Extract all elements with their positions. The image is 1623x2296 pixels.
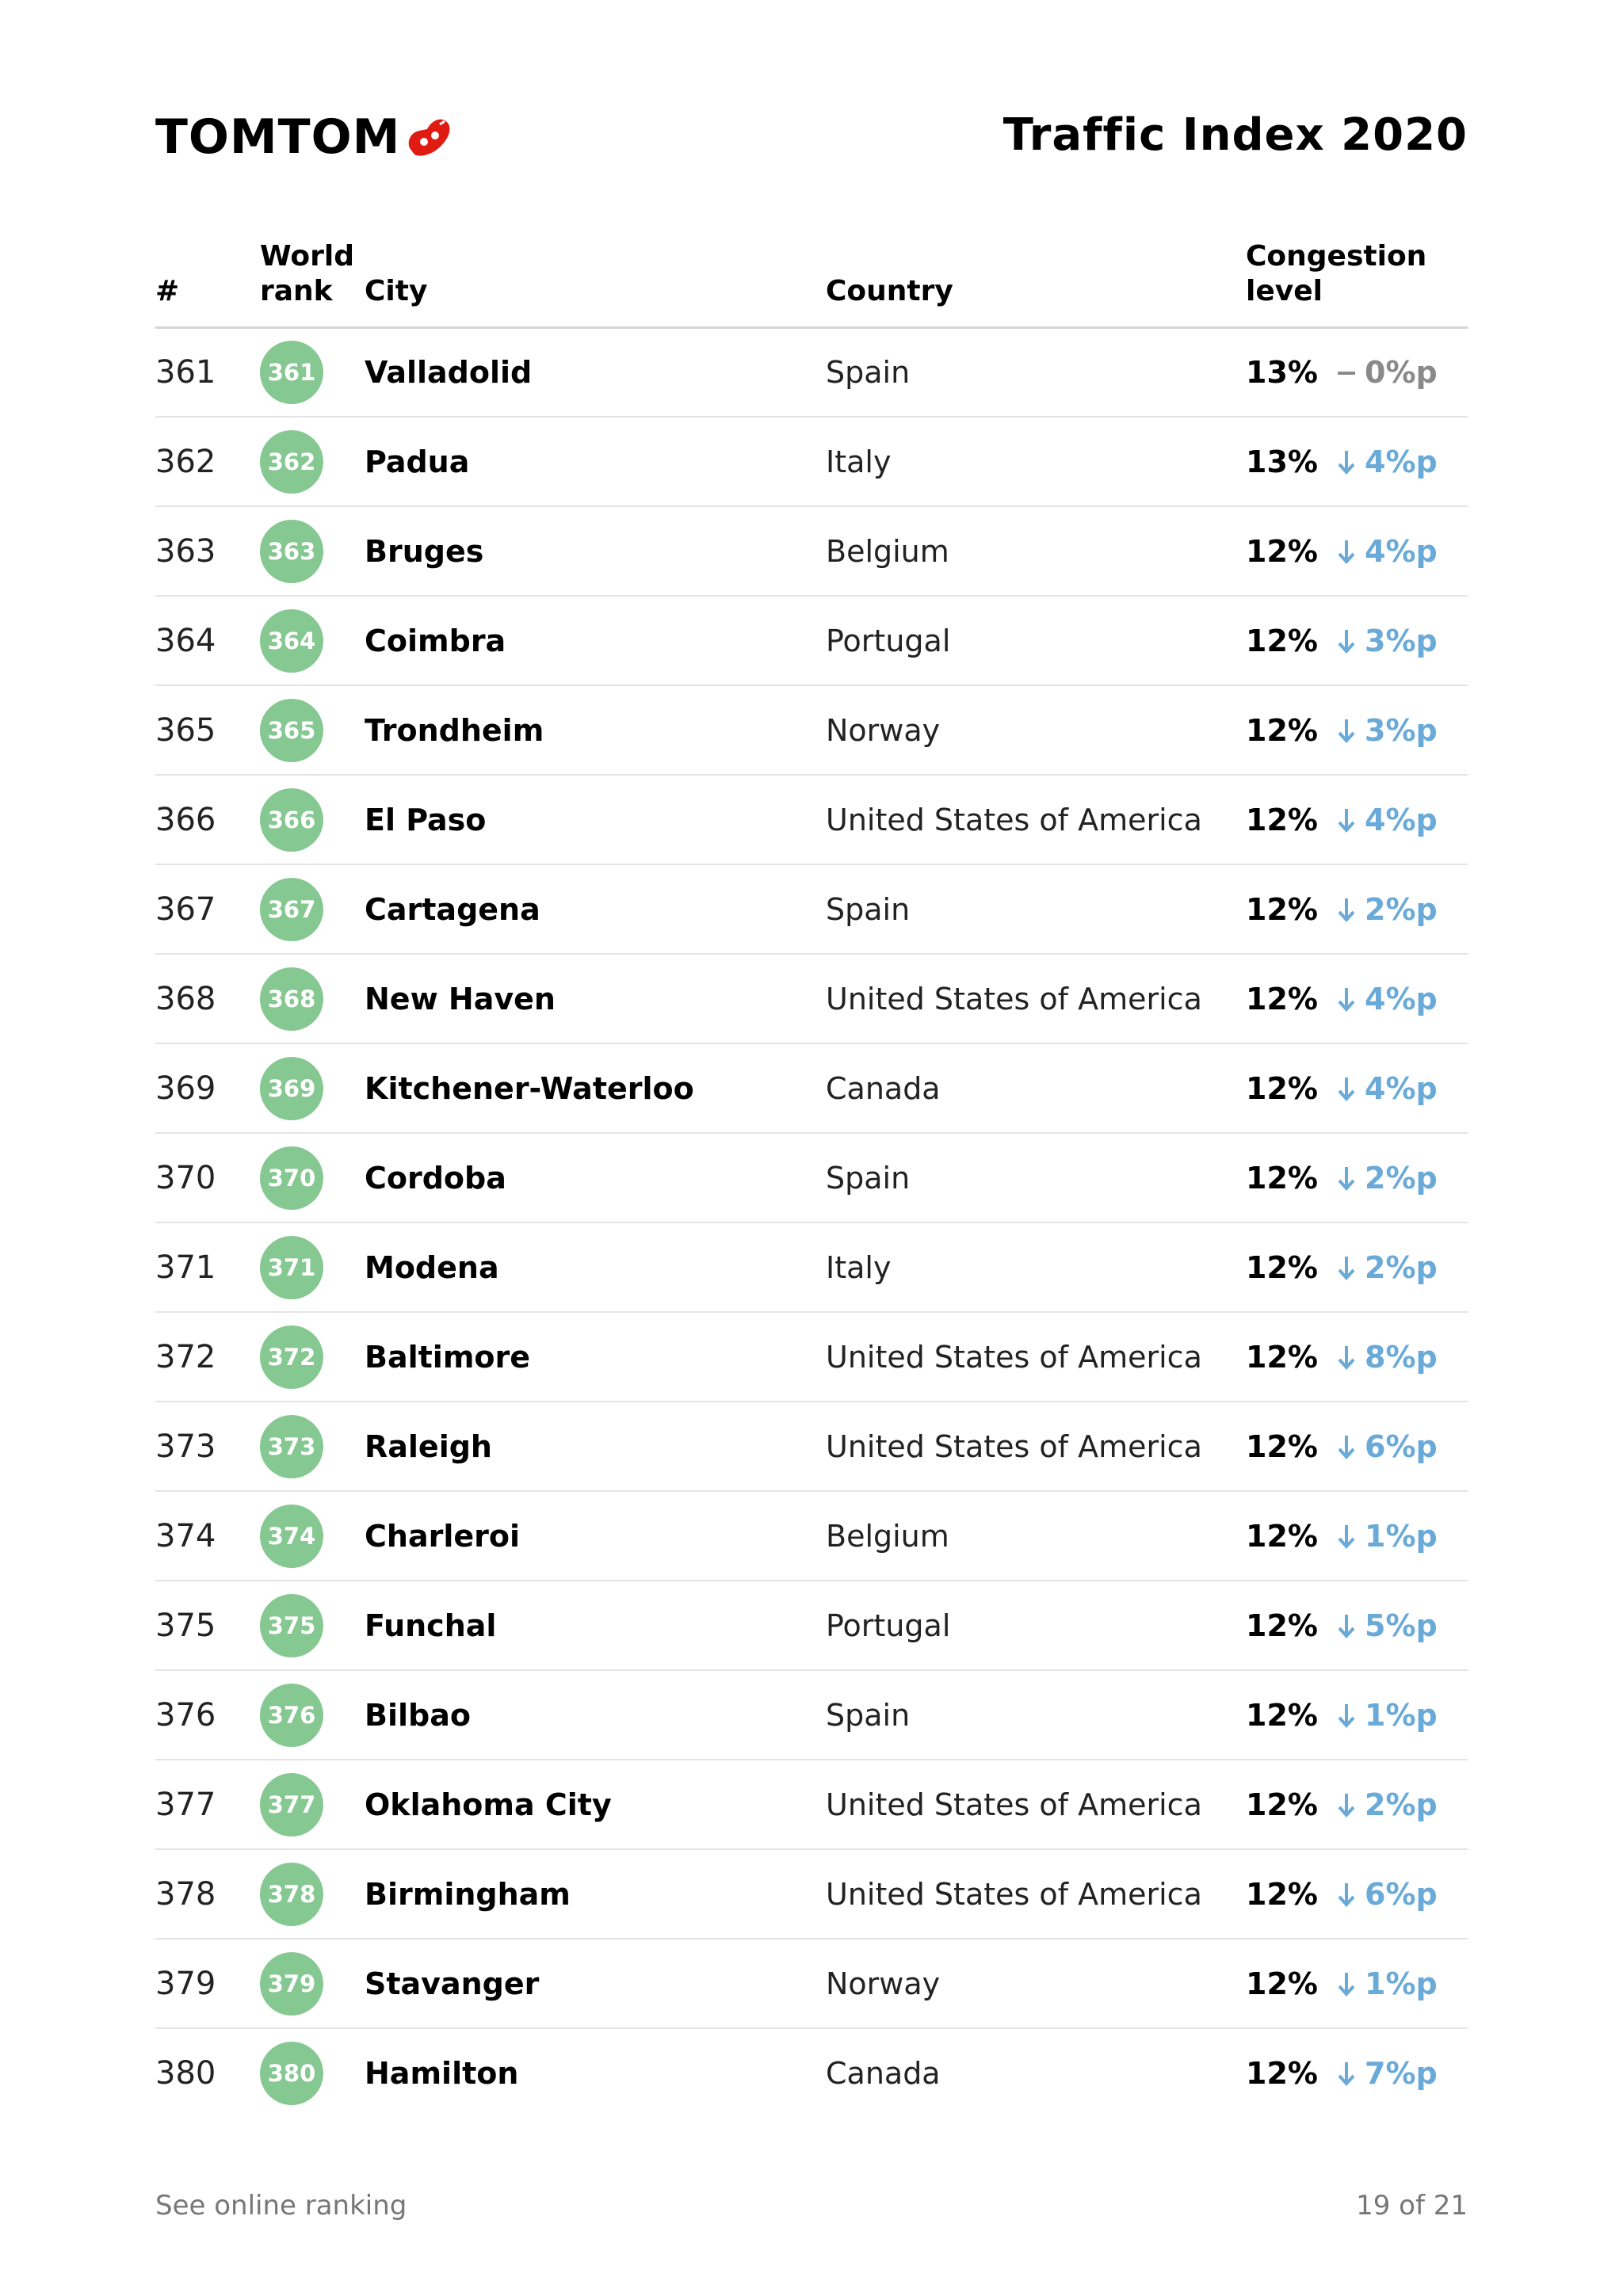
congestion-change-value: 4%p xyxy=(1365,981,1438,1016)
logo-wordmark: TOMTOM xyxy=(155,109,401,165)
city-name: Oklahoma City xyxy=(365,1787,612,1822)
congestion-change xyxy=(1335,1313,1438,1401)
congestion-change xyxy=(1335,1760,1438,1848)
city-name: Bruges xyxy=(365,533,484,569)
congestion-change-value: 4%p xyxy=(1365,444,1438,479)
congestion-change-value: 2%p xyxy=(1365,891,1438,927)
world-rank-value: 375 xyxy=(260,1594,323,1657)
congestion-change xyxy=(1335,1939,1438,2027)
table-row xyxy=(155,418,1468,507)
country-name: Italy xyxy=(826,444,892,479)
country-name: Canada xyxy=(826,1070,941,1106)
congestion-level: 13% xyxy=(1246,354,1318,390)
arrow-down-icon xyxy=(1335,1968,1358,2000)
world-rank-value: 364 xyxy=(260,609,323,673)
country-name: United States of America xyxy=(826,981,1202,1016)
table-row xyxy=(155,1939,1468,2029)
congestion-change xyxy=(1335,776,1438,864)
row-index: 364 xyxy=(155,622,216,659)
table-row xyxy=(155,597,1468,686)
table-row xyxy=(155,1134,1468,1223)
arrow-down-icon xyxy=(1335,1073,1358,1104)
arrow-down-icon xyxy=(1335,1162,1358,1194)
arrow-down-icon xyxy=(1335,983,1358,1015)
country-name: Spain xyxy=(826,354,911,390)
world-rank-badge xyxy=(260,2029,323,2117)
row-index: 370 xyxy=(155,1159,216,1196)
row-index: 379 xyxy=(155,1965,216,2002)
row-index: 374 xyxy=(155,1517,216,1554)
country-name: United States of America xyxy=(826,1428,1202,1464)
country-name: United States of America xyxy=(826,802,1202,837)
column-header-world-rank-line2: rank xyxy=(260,275,333,307)
table-row xyxy=(155,1850,1468,1939)
congestion-level: 12% xyxy=(1246,1518,1318,1554)
table-header xyxy=(155,238,1468,329)
arrow-down-icon xyxy=(1335,1610,1358,1642)
city-name: Kitchener-Waterloo xyxy=(365,1070,694,1106)
table-row xyxy=(155,955,1468,1044)
congestion-change xyxy=(1335,597,1438,685)
world-rank-value: 376 xyxy=(260,1684,323,1747)
congestion-level: 12% xyxy=(1246,1966,1318,2001)
world-rank-value: 370 xyxy=(260,1146,323,1210)
congestion-level: 12% xyxy=(1246,1339,1318,1375)
congestion-change-value: 2%p xyxy=(1365,1160,1438,1196)
world-rank-badge xyxy=(260,328,323,416)
congestion-level: 12% xyxy=(1246,1428,1318,1464)
row-index: 365 xyxy=(155,711,216,749)
world-rank-badge xyxy=(260,1939,323,2027)
row-index: 375 xyxy=(155,1607,216,1644)
congestion-level: 12% xyxy=(1246,623,1318,658)
congestion-change xyxy=(1335,1134,1438,1222)
city-name: Hamilton xyxy=(365,2055,519,2091)
row-index: 371 xyxy=(155,1249,216,1286)
congestion-level: 12% xyxy=(1246,1070,1318,1106)
city-name: Modena xyxy=(365,1249,499,1285)
congestion-change-value: 1%p xyxy=(1365,1697,1438,1733)
city-name: Charleroi xyxy=(365,1518,520,1554)
country-name: Norway xyxy=(826,1966,941,2001)
table-row xyxy=(155,1223,1468,1313)
arrow-down-icon xyxy=(1335,1699,1358,1731)
arrow-down-icon xyxy=(1335,536,1358,567)
table-row xyxy=(155,1044,1468,1134)
dash-icon xyxy=(1335,357,1358,388)
congestion-level: 12% xyxy=(1246,981,1318,1016)
city-name: Cordoba xyxy=(365,1160,506,1196)
world-rank-badge xyxy=(260,1581,323,1669)
row-index: 366 xyxy=(155,801,216,838)
column-header-city: City xyxy=(365,275,428,307)
column-header-index: # xyxy=(155,275,180,307)
city-name: Trondheim xyxy=(365,712,544,748)
congestion-level: 12% xyxy=(1246,1787,1318,1822)
report-title: Traffic Index 2020 xyxy=(1002,109,1468,161)
congestion-change xyxy=(1335,507,1438,595)
world-rank-value: 366 xyxy=(260,788,323,852)
table-row xyxy=(155,328,1468,418)
world-rank-badge xyxy=(260,1671,323,1759)
arrow-down-icon xyxy=(1335,804,1358,836)
country-name: Portugal xyxy=(826,623,951,658)
city-name: Coimbra xyxy=(365,623,506,658)
row-index: 363 xyxy=(155,532,216,570)
world-rank-badge xyxy=(260,1044,323,1132)
arrow-down-icon xyxy=(1335,894,1358,925)
congestion-change-value: 0%p xyxy=(1365,354,1438,390)
congestion-level: 12% xyxy=(1246,1608,1318,1643)
city-name: Funchal xyxy=(365,1608,497,1643)
world-rank-value: 372 xyxy=(260,1325,323,1389)
see-online-ranking-link[interactable]: See online ranking xyxy=(155,2190,407,2222)
congestion-change xyxy=(1335,865,1438,953)
congestion-level: 12% xyxy=(1246,712,1318,748)
congestion-level: 13% xyxy=(1246,444,1318,479)
country-name: Spain xyxy=(826,1160,911,1196)
arrow-down-icon xyxy=(1335,1520,1358,1552)
world-rank-value: 380 xyxy=(260,2042,323,2105)
arrow-down-icon xyxy=(1335,715,1358,746)
world-rank-value: 373 xyxy=(260,1415,323,1478)
congestion-change-value: 4%p xyxy=(1365,802,1438,837)
row-index: 367 xyxy=(155,891,216,928)
world-rank-value: 362 xyxy=(260,430,323,494)
city-name: Cartagena xyxy=(365,891,540,927)
table-row xyxy=(155,865,1468,955)
country-name: Spain xyxy=(826,891,911,927)
world-rank-value: 363 xyxy=(260,520,323,583)
country-name: Portugal xyxy=(826,1608,951,1643)
congestion-change xyxy=(1335,1044,1438,1132)
row-index: 372 xyxy=(155,1338,216,1375)
city-name: Padua xyxy=(365,444,470,479)
row-index: 369 xyxy=(155,1070,216,1107)
congestion-change-value: 4%p xyxy=(1365,533,1438,569)
congestion-level: 12% xyxy=(1246,1160,1318,1196)
world-rank-badge xyxy=(260,865,323,953)
world-rank-value: 374 xyxy=(260,1505,323,1568)
congestion-change xyxy=(1335,686,1438,774)
congestion-change xyxy=(1335,418,1438,505)
world-rank-value: 379 xyxy=(260,1952,323,2016)
row-index: 361 xyxy=(155,353,216,391)
world-rank-value: 369 xyxy=(260,1057,323,1120)
row-index: 377 xyxy=(155,1786,216,1823)
arrow-down-icon xyxy=(1335,1341,1358,1373)
congestion-change-value: 7%p xyxy=(1365,2055,1438,2091)
arrow-down-icon xyxy=(1335,625,1358,657)
city-name: Birmingham xyxy=(365,1876,571,1912)
world-rank-badge xyxy=(260,686,323,774)
world-rank-badge xyxy=(260,1402,323,1490)
world-rank-value: 365 xyxy=(260,699,323,762)
congestion-change xyxy=(1335,955,1438,1043)
congestion-change xyxy=(1335,1581,1438,1669)
congestion-level: 12% xyxy=(1246,1876,1318,1912)
congestion-change-value: 2%p xyxy=(1365,1249,1438,1285)
country-name: United States of America xyxy=(826,1339,1202,1375)
congestion-change-value: 4%p xyxy=(1365,1070,1438,1106)
city-name: Baltimore xyxy=(365,1339,531,1375)
congestion-level: 12% xyxy=(1246,1249,1318,1285)
city-name: El Paso xyxy=(365,802,487,837)
world-rank-badge xyxy=(260,1492,323,1580)
arrow-down-icon xyxy=(1335,1431,1358,1463)
world-rank-value: 378 xyxy=(260,1863,323,1926)
ranking-table-body xyxy=(155,328,1468,2117)
arrow-down-icon xyxy=(1335,1878,1358,1910)
column-header-congestion: Congestion level xyxy=(1246,240,1427,307)
congestion-change-value: 3%p xyxy=(1365,712,1438,748)
world-rank-badge xyxy=(260,955,323,1043)
world-rank-value: 377 xyxy=(260,1773,323,1836)
row-index: 373 xyxy=(155,1428,216,1465)
table-row xyxy=(155,1671,1468,1760)
world-rank-badge xyxy=(260,418,323,505)
country-name: Norway xyxy=(826,712,941,748)
congestion-change-value: 6%p xyxy=(1365,1428,1438,1464)
congestion-level: 12% xyxy=(1246,802,1318,837)
table-row xyxy=(155,1581,1468,1671)
congestion-change-value: 3%p xyxy=(1365,623,1438,658)
congestion-change-value: 1%p xyxy=(1365,1518,1438,1554)
world-rank-badge xyxy=(260,776,323,864)
world-rank-badge xyxy=(260,1313,323,1401)
row-index: 368 xyxy=(155,980,216,1017)
city-name: Raleigh xyxy=(365,1428,492,1464)
tomtom-hand-icon xyxy=(403,113,454,161)
country-name: Belgium xyxy=(826,1518,949,1554)
congestion-change xyxy=(1335,1850,1438,1938)
table-row xyxy=(155,2029,1468,2117)
country-name: Italy xyxy=(826,1249,892,1285)
row-index: 362 xyxy=(155,443,216,480)
arrow-down-icon xyxy=(1335,1252,1358,1283)
world-rank-badge xyxy=(260,1850,323,1938)
country-name: Spain xyxy=(826,1697,911,1733)
row-index: 378 xyxy=(155,1875,216,1913)
congestion-change xyxy=(1335,1671,1438,1759)
world-rank-value: 371 xyxy=(260,1236,323,1299)
table-row xyxy=(155,686,1468,776)
congestion-change xyxy=(1335,1223,1438,1311)
world-rank-badge xyxy=(260,1760,323,1848)
table-row xyxy=(155,1760,1468,1850)
row-index: 380 xyxy=(155,2054,216,2092)
country-name: Belgium xyxy=(826,533,949,569)
table-row xyxy=(155,776,1468,865)
page-number: 19 of 21 xyxy=(1356,2190,1468,2222)
column-header-world-rank-line1: World xyxy=(260,240,355,273)
congestion-change-value: 6%p xyxy=(1365,1876,1438,1912)
city-name: Valladolid xyxy=(365,354,533,390)
world-rank-badge xyxy=(260,1134,323,1222)
arrow-down-icon xyxy=(1335,1789,1358,1821)
city-name: New Haven xyxy=(365,981,556,1016)
world-rank-value: 368 xyxy=(260,967,323,1031)
city-name: Bilbao xyxy=(365,1697,471,1733)
table-row xyxy=(155,1313,1468,1402)
country-name: Canada xyxy=(826,2055,941,2091)
column-header-country: Country xyxy=(826,275,953,307)
congestion-change xyxy=(1335,328,1438,416)
row-index: 376 xyxy=(155,1696,216,1733)
world-rank-badge xyxy=(260,1223,323,1311)
congestion-change-value: 2%p xyxy=(1365,1787,1438,1822)
world-rank-badge xyxy=(260,597,323,685)
congestion-change-value: 8%p xyxy=(1365,1339,1438,1375)
column-header-world-rank xyxy=(260,239,354,309)
arrow-down-icon xyxy=(1335,2058,1358,2089)
city-name: Stavanger xyxy=(365,1966,540,2001)
congestion-level: 12% xyxy=(1246,891,1318,927)
congestion-level: 12% xyxy=(1246,2055,1318,2091)
congestion-change xyxy=(1335,1492,1438,1580)
country-name: United States of America xyxy=(826,1876,1202,1912)
congestion-change xyxy=(1335,2029,1438,2117)
world-rank-value: 367 xyxy=(260,878,323,941)
congestion-change-value: 5%p xyxy=(1365,1608,1438,1643)
table-row xyxy=(155,1402,1468,1492)
congestion-level: 12% xyxy=(1246,1697,1318,1733)
page-header xyxy=(155,103,1468,166)
tomtom-logo xyxy=(155,109,454,165)
congestion-level: 12% xyxy=(1246,533,1318,569)
world-rank-badge xyxy=(260,507,323,595)
congestion-change-value: 1%p xyxy=(1365,1966,1438,2001)
world-rank-value: 361 xyxy=(260,341,323,404)
congestion-change xyxy=(1335,1402,1438,1490)
table-row xyxy=(155,1492,1468,1581)
arrow-down-icon xyxy=(1335,446,1358,478)
table-row xyxy=(155,507,1468,597)
country-name: United States of America xyxy=(826,1787,1202,1822)
